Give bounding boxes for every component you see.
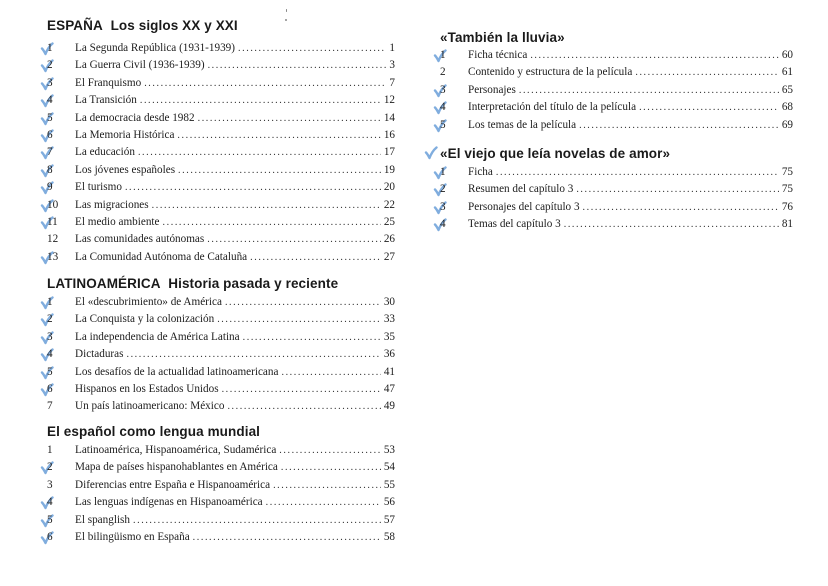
toc-entry[interactable]: [440, 216, 793, 233]
dot-leader: [140, 92, 381, 109]
section-espanol: [47, 424, 395, 546]
toc-entry[interactable]: [47, 346, 395, 363]
entry-number: 1: [440, 166, 446, 178]
entry-number: 11: [47, 215, 58, 228]
entry-page-number: 3: [389, 59, 395, 72]
toc-entry[interactable]: [47, 494, 395, 511]
toc-entry[interactable]: [440, 64, 793, 81]
entry-page-number: 1: [389, 42, 395, 54]
entry-number: 3: [440, 83, 446, 96]
paper-speck: [285, 19, 287, 21]
entry-number: 1: [47, 42, 53, 54]
dot-leader: [144, 75, 386, 92]
toc-entry[interactable]: [440, 82, 793, 99]
section-lluvia: [440, 30, 793, 134]
entry-number: 2: [47, 461, 53, 474]
toc-entry[interactable]: [47, 364, 395, 381]
toc-entry[interactable]: [440, 117, 793, 134]
section-title: [47, 424, 395, 442]
dot-leader: [583, 199, 779, 216]
entry-number: 4: [47, 94, 53, 107]
entry-list: [440, 164, 793, 234]
dot-leader: [163, 214, 381, 231]
toc-entry[interactable]: [440, 99, 793, 116]
dot-leader: [250, 249, 381, 266]
dot-leader: [281, 459, 381, 476]
toc-entry[interactable]: [47, 381, 395, 398]
dot-leader: [576, 181, 778, 198]
toc-entry[interactable]: [47, 214, 395, 231]
dot-leader: [279, 442, 381, 459]
entry-label: El Franquismo: [75, 76, 142, 89]
entry-label: Mapa de países hispanohablantes en América: [75, 461, 278, 474]
entry-label: La Guerra Civil (1936-1939): [75, 59, 205, 72]
entry-number: 9: [47, 181, 53, 194]
entry-label: Los temas de la película: [468, 118, 577, 131]
entry-page-number: 30: [383, 296, 395, 308]
entry-page-number: 26: [383, 233, 395, 246]
dot-leader: [125, 179, 381, 196]
entry-number: 3: [47, 330, 53, 343]
entry-number: 12: [47, 233, 59, 246]
dot-leader: [238, 40, 386, 57]
entry-page-number: 47: [383, 382, 395, 395]
entry-list: [440, 47, 793, 134]
entry-number: 4: [47, 348, 53, 361]
toc-entry[interactable]: [47, 294, 395, 311]
section-title-main: LATINOAMÉRICA: [47, 276, 161, 291]
entry-page-number: 68: [781, 101, 793, 114]
dot-leader: [217, 311, 381, 328]
entry-number: 8: [47, 163, 53, 176]
entry-number: 6: [47, 128, 53, 141]
entry-page-number: 36: [383, 348, 395, 361]
entry-label: Latinoamérica, Hispanoamérica, Sudamérica: [75, 444, 277, 456]
entry-label: Las migraciones: [75, 198, 149, 211]
entry-number: 6: [47, 382, 53, 395]
entry-number: 10: [47, 198, 59, 211]
entry-label: El spanglish: [75, 513, 131, 526]
entry-label: Ficha técnica: [468, 49, 528, 61]
entry-number: 7: [47, 146, 53, 159]
entry-number: 2: [440, 66, 446, 79]
check-mark-icon: [424, 146, 438, 160]
entry-label: La Memoria Histórica: [75, 128, 175, 141]
entry-number: 3: [47, 76, 53, 89]
entry-list: [47, 40, 395, 266]
paper-speck: [286, 9, 287, 12]
section-title-main: ESPAÑA: [47, 18, 103, 33]
toc-entry[interactable]: [47, 57, 395, 74]
entry-page-number: 60: [781, 49, 793, 61]
dot-leader: [564, 216, 779, 233]
entry-label: El medio ambiente: [75, 215, 160, 228]
entry-number: 1: [47, 296, 53, 308]
entry-page-number: 35: [383, 330, 395, 343]
section-viejo: [440, 146, 793, 234]
entry-page-number: 76: [781, 200, 793, 213]
entry-number: 5: [47, 513, 53, 526]
entry-page-number: 56: [383, 496, 395, 509]
entry-number: 1: [47, 444, 53, 456]
dot-leader: [178, 162, 381, 179]
entry-label: Interpretación del título de la película: [468, 101, 637, 114]
entry-page-number: 55: [383, 478, 395, 491]
entry-label: El «descubrimiento» de América: [75, 296, 222, 308]
entry-number: 5: [47, 365, 53, 378]
entry-label: Los jóvenes españoles: [75, 163, 176, 176]
entry-number: 5: [47, 111, 53, 124]
entry-label: Resumen del capítulo 3: [468, 183, 574, 196]
entry-page-number: 20: [383, 181, 395, 194]
toc-entry[interactable]: [47, 329, 395, 346]
entry-label: Personajes: [468, 83, 516, 96]
entry-label: Dictaduras: [75, 348, 124, 361]
dot-leader: [519, 82, 779, 99]
entry-number: 2: [440, 183, 446, 196]
dot-leader: [222, 381, 381, 398]
toc-entry[interactable]: [47, 127, 395, 144]
entry-page-number: 14: [383, 111, 395, 124]
toc-entry[interactable]: [47, 311, 395, 328]
entry-page-number: 27: [383, 250, 395, 263]
entry-label: Personajes del capítulo 3: [468, 200, 580, 213]
section-title-sub: Los siglos XX y XXI: [110, 18, 238, 33]
entry-number: 4: [440, 218, 446, 231]
toc-entry[interactable]: [47, 179, 395, 196]
toc-entry[interactable]: [47, 144, 395, 161]
toc-entry[interactable]: [440, 47, 793, 64]
entry-page-number: 25: [383, 215, 395, 228]
toc-entry[interactable]: [47, 110, 395, 127]
section-title-sub: Historia pasada y reciente: [168, 276, 339, 291]
dot-leader: [198, 110, 381, 127]
entry-page-number: 58: [383, 530, 395, 543]
toc-entry[interactable]: [47, 442, 395, 459]
entry-page-number: 16: [383, 128, 395, 141]
toc-entry[interactable]: [47, 197, 395, 214]
entry-number: 2: [47, 313, 53, 326]
dot-leader: [496, 164, 779, 181]
toc-entry[interactable]: [47, 231, 395, 248]
entry-number: 3: [440, 200, 446, 213]
section-title-main: «El viejo que leía novelas de amor»: [440, 146, 671, 161]
section-latinoamerica: [47, 276, 395, 416]
entry-label: La independencia de América Latina: [75, 330, 240, 343]
entry-page-number: 65: [781, 83, 793, 96]
entry-page-number: 54: [383, 461, 395, 474]
entry-label: Contenido y estructura de la película: [468, 66, 633, 79]
section-espana: [47, 18, 395, 266]
dot-leader: [266, 494, 381, 511]
dot-leader: [126, 346, 380, 363]
entry-label: Temas del capítulo 3: [468, 218, 561, 231]
entry-label: Los desafíos de la actualidad latinoamericana: [75, 365, 279, 378]
entry-page-number: 81: [781, 218, 793, 231]
toc-entry[interactable]: [47, 529, 395, 546]
entry-page-number: 75: [781, 183, 793, 196]
entry-list: [47, 442, 395, 546]
dot-leader: [579, 117, 779, 134]
entry-number: 7: [47, 400, 53, 413]
entry-list: [47, 294, 395, 416]
entry-label: Hispanos en los Estados Unidos: [75, 382, 219, 395]
dot-leader: [133, 512, 381, 529]
entry-label: Ficha: [468, 166, 493, 178]
entry-page-number: 57: [383, 513, 395, 526]
entry-page-number: 33: [383, 313, 395, 326]
section-title-main: «También la lluvia»: [440, 30, 565, 45]
dot-leader: [138, 144, 381, 161]
dot-leader: [243, 329, 381, 346]
entry-label: Diferencias entre España e Hispanoamérica: [75, 478, 271, 491]
entry-page-number: 61: [781, 66, 793, 79]
entry-page-number: 7: [389, 76, 395, 89]
dot-leader: [152, 197, 381, 214]
dot-leader: [530, 47, 778, 64]
entry-label: La Conquista y la colonización: [75, 313, 215, 326]
entry-number: 6: [47, 530, 53, 543]
entry-page-number: 22: [383, 198, 395, 211]
section-title: [440, 146, 793, 164]
dot-leader: [281, 364, 380, 381]
entry-label: Las comunidades autónomas: [75, 233, 205, 246]
dot-leader: [177, 127, 380, 144]
toc-entry[interactable]: [440, 164, 793, 181]
toc-entry[interactable]: [47, 477, 395, 494]
toc-entry[interactable]: [47, 512, 395, 529]
dot-leader: [208, 57, 387, 74]
toc-entry[interactable]: [47, 40, 395, 57]
toc-entry[interactable]: [440, 199, 793, 216]
entry-label: Un país latinoamericano: México: [75, 400, 225, 413]
dot-leader: [635, 64, 778, 81]
entry-page-number: 12: [383, 94, 395, 107]
dot-leader: [639, 99, 779, 116]
dot-leader: [207, 231, 381, 248]
entry-page-number: 41: [383, 365, 395, 378]
toc-entry[interactable]: [47, 92, 395, 109]
entry-page-number: 53: [383, 444, 395, 456]
entry-page-number: 19: [383, 163, 395, 176]
entry-page-number: 75: [781, 166, 793, 178]
entry-label: El bilingüismo en España: [75, 530, 190, 543]
entry-page-number: 49: [383, 400, 395, 413]
entry-number: 4: [47, 496, 53, 509]
entry-label: La Segunda República (1931-1939): [75, 42, 236, 54]
toc-entry[interactable]: [440, 181, 793, 198]
toc-entry[interactable]: [47, 162, 395, 179]
entry-label: La Transición: [75, 94, 137, 107]
toc-entry[interactable]: [47, 459, 395, 476]
dot-leader: [225, 294, 381, 311]
toc-entry[interactable]: [47, 75, 395, 92]
toc-entry[interactable]: [47, 249, 395, 266]
dot-leader: [227, 398, 380, 415]
entry-label: Las lenguas indígenas en Hispanoamérica: [75, 496, 263, 509]
entry-number: 1: [440, 49, 446, 61]
entry-number: 3: [47, 478, 53, 491]
entry-number: 2: [47, 59, 53, 72]
entry-page-number: 69: [781, 118, 793, 131]
section-title: [47, 276, 395, 294]
entry-number: 5: [440, 118, 446, 131]
dot-leader: [193, 529, 381, 546]
entry-label: La educación: [75, 146, 135, 159]
entry-label: La democracia desde 1982: [75, 111, 195, 124]
entry-page-number: 17: [383, 146, 395, 159]
section-title-main: El español como lengua mundial: [47, 424, 261, 439]
entry-label: El turismo: [75, 181, 122, 194]
dot-leader: [273, 477, 381, 494]
section-title: [47, 18, 395, 40]
entry-label: La Comunidad Autónoma de Cataluña: [75, 250, 248, 263]
toc-entry[interactable]: [47, 398, 395, 415]
section-title: [440, 30, 793, 47]
entry-number: 4: [440, 101, 446, 114]
entry-number: 13: [47, 250, 59, 263]
